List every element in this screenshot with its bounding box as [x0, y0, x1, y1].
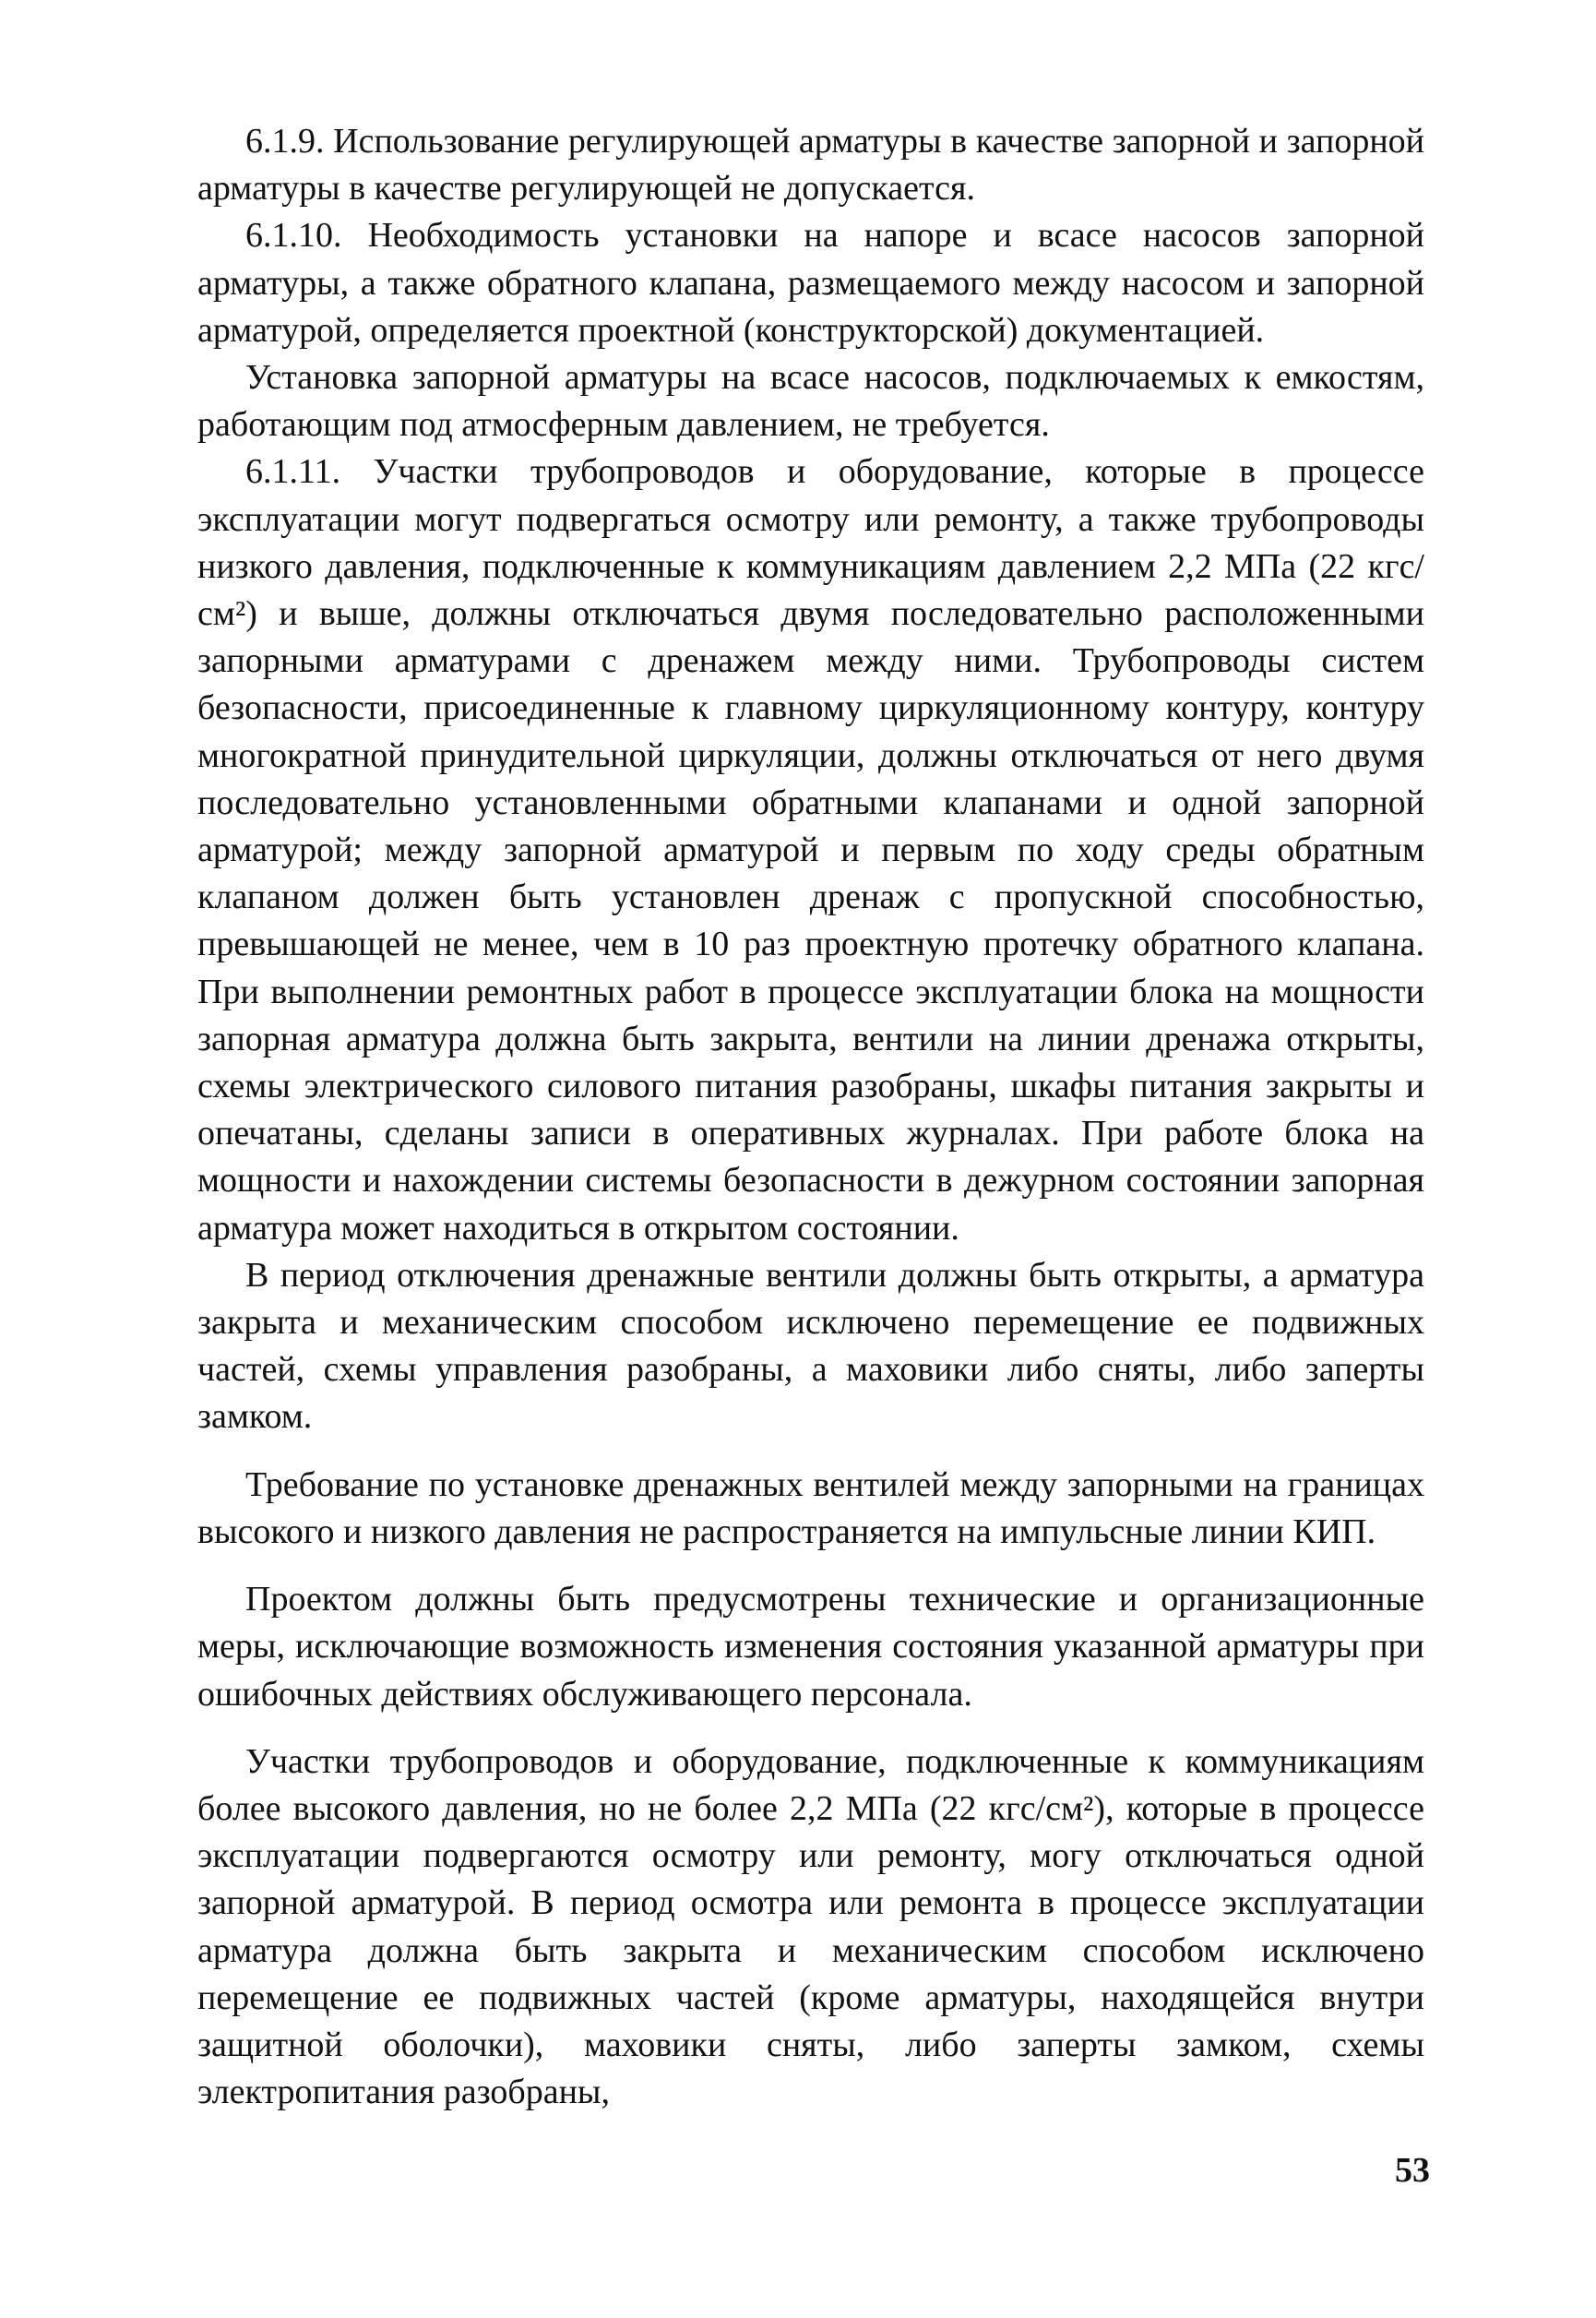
page-number: 53 — [1395, 2151, 1430, 2190]
paragraph-disconnection-period: В период отключения дренажные вентили должны быть открыты, а арматура закрыта и механическим способом исключено перемещение ее подвижных частей, схемы управления разобраны, а маховики либо сняты, либо заперты замком. — [197, 1255, 1424, 1437]
paragraph-6-1-11: 6.1.11. Участки трубопроводов и оборудование, которые в процессе эксплуатации могут подвергаться осмотру или ремонту, а также трубопроводы низкого давления, подключенные к коммуникациям давлением 2,2 МПа (22 кгс/см²) и выше, должны отключаться двумя последовательно расположенными запорными арматурами с дренажем между ними. Трубопроводы систем безопасности, присоединенные к главному циркуляционному контуру, контуру многократной принудительной циркуляции, должны отключаться от него двумя последовательно установленными обратными клапанами и одной запорной арматурой; между запорной арматурой и первым по ходу среды обратным клапаном должен быть установлен дренаж с пропускной способностью, превышающей не менее, чем в 10 раз проектную протечку обратного клапана. При выполнении ремонтных работ в процессе эксплуатации блока на мощности запорная арматура должна быть закрыта, вентили на линии дренажа открыты, схемы электрического силового питания разобраны, шкафы питания закрыты и опечатаны, сделаны записи в оперативных журналах. При работе блока на мощности и нахождении системы безопасности в дежурном состоянии запорная арматура может находиться в открытом состоянии. — [197, 452, 1424, 1248]
paragraph-design-measures: Проектом должны быть предусмотрены технические и организационные меры, исключающие возможность изменения состояния указанной арматуры при ошибочных действиях обслуживающего персонала. — [197, 1580, 1424, 1714]
paragraph-pump-suction: Установка запорной арматуры на всасе насосов, подключаемых к емкостям, работающим под атмосферным давлением, не требуется. — [197, 358, 1424, 445]
paragraph-6-1-10: 6.1.10. Необходимость установки на напоре и всасе насосов запорной арматуры, а также обратного клапана, размещаемого между насосом и запорной арматурой, определяется проектной (конструкторской) документацией. — [197, 216, 1424, 350]
paragraph-drain-valve-requirement: Требование по установке дренажных вентилей между запорными на границах высокого и низкого давления не распространяется на импульсные линии КИП. — [197, 1464, 1424, 1551]
paragraph-6-1-9: 6.1.9. Использование регулирующей арматуры в качестве запорной и запорной арматуры в качестве регулирующей не допускается. — [197, 122, 1424, 209]
paragraph-pipeline-sections: Участки трубопроводов и оборудование, подключенные к коммуникациям более высокого давления, но не более 2,2 МПа (22 кгс/см²), которые в процессе эксплуатации подвергаются осмотру или ремонту, могу отключаться одной запорной арматурой. В период осмотра или ремонта в процессе эксплуатации арматура должна быть закрыта и механическим способом исключено перемещение ее подвижных частей (кроме арматуры, находящейся внутри защитной оболочки), маховики сняты, либо заперты замком, схемы электропитания разобраны, — [197, 1741, 1424, 2112]
document-page — [197, 118, 1424, 2116]
